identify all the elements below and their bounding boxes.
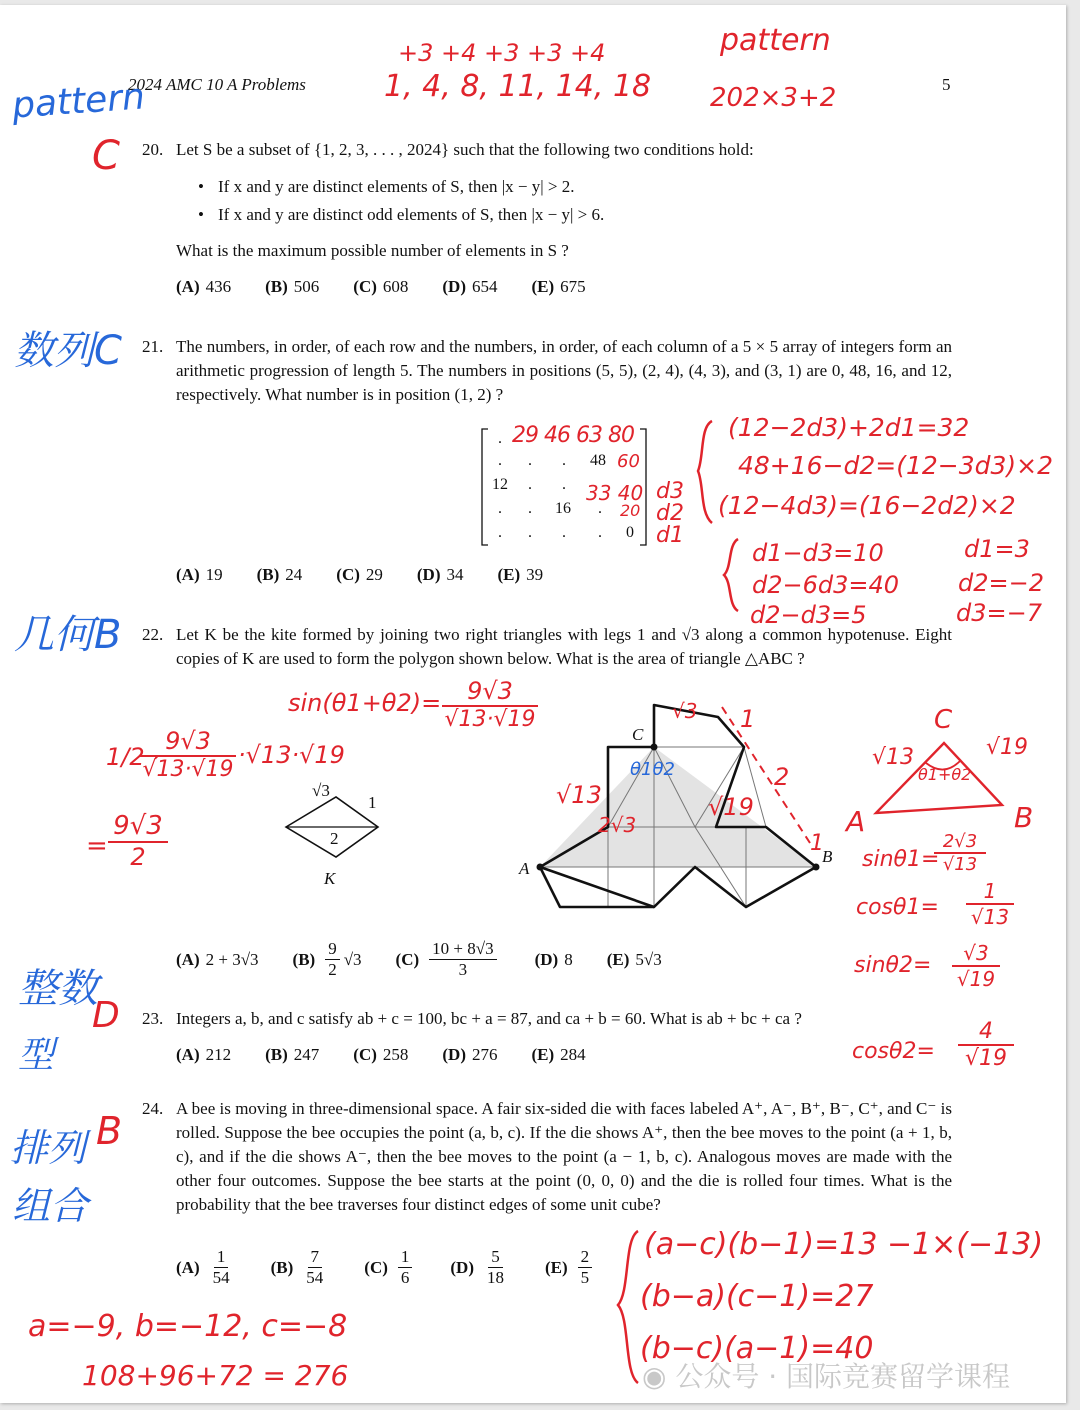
choice-c[interactable]: (C) 29: [336, 565, 383, 584]
annotation-tri-sqrt19: √19: [986, 735, 1029, 760]
choice-d[interactable]: (D) 8: [534, 949, 573, 969]
annotation-fig-sqrt13: √13: [556, 781, 602, 809]
annotation-dashed-line: [718, 705, 818, 845]
choice-b[interactable]: (B) 24: [256, 565, 303, 584]
figure-label-b: B: [822, 847, 833, 866]
matrix-dot: .: [528, 500, 532, 517]
annotation-pattern-left: pattern: [10, 76, 147, 127]
problem-20-bullet-1: If x and y are distinct elements of S, then |x − y| > 2.: [218, 177, 575, 196]
kite-label-2: 2: [330, 829, 339, 848]
choice-b[interactable]: (B) 247: [265, 1045, 320, 1064]
matrix-dot: .: [528, 452, 532, 469]
annotation-sin-sum-num: 9√3: [442, 677, 538, 707]
annotation-sin-theta2-frac: [952, 941, 1000, 991]
annotation-tri-sqrt13: √13: [872, 745, 915, 770]
matrix-dot: .: [562, 524, 566, 541]
annotation-sum23: 108+96+72 = 276: [82, 1359, 349, 1392]
matrix-dot: .: [528, 476, 532, 493]
matrix-dot: .: [562, 476, 566, 493]
annotation-fig-1a: 1: [740, 705, 756, 733]
annotation-tri-c: C: [934, 705, 953, 735]
choice-b[interactable]: (B) $\frac{7}{54}$: [270, 1247, 324, 1287]
annotation-sol21-1: d1=3: [964, 535, 1030, 563]
annotation-tag-24: 排列: [10, 1126, 87, 1170]
choice-b[interactable]: (B) $\frac{9}{2}$ √3: [292, 939, 362, 979]
problem-23-text: Integers a, b, and c satisfy ab + c = 100, bc + a = 87, and ca + b = 60. What is ab + bc + ca ?: [176, 1009, 802, 1028]
annotation-tag-24b: 组合: [12, 1184, 89, 1228]
annotation-frac-num: 2√3: [934, 831, 986, 854]
annotation-matrix-row1: 29 46 63 80: [512, 423, 634, 448]
annotation-tri-a: A: [846, 805, 866, 838]
problem-24-text: A bee is moving in three-dimensional space. A fair six-sided die with faces labeled A⁺, A⁻, B⁺, B⁻, C⁺, and C⁻ is rolled. Suppose the bee occupies the point (a, b, c). If the die shows A⁺, then the bee moves to the point (a + 1, b, c), and if the die shows A⁻, then the bee moves to the point (a − 1, b, c). Analogous moves are made with the other four outcomes. Suppose the bee starts at the point (0, 0, 0) and the die is rolled four times. What is the probability that the bee traverses four distinct edges of some unit cube?: [176, 1099, 952, 1214]
annotation-tag-22: 几何B: [14, 612, 122, 658]
choice-e[interactable]: (E) 675: [531, 277, 586, 296]
matrix-dot: .: [498, 430, 502, 447]
annotation-frac-den: √19: [956, 967, 996, 991]
figure-label-c: C: [632, 725, 644, 744]
annotation-sin-sum-den: √13·√19: [444, 707, 536, 732]
annotation-area-result: [108, 811, 168, 871]
problem-21-number: 21.: [142, 337, 164, 356]
annotation-sol21-2: d2=−2: [958, 569, 1044, 597]
annotation-sin-sum: sin(θ1+θ2)=: [288, 689, 442, 717]
annotation-brace: [718, 535, 748, 615]
choice-b[interactable]: (B) 506: [265, 277, 320, 296]
annotation-sin-theta2: sinθ2=: [854, 953, 932, 978]
annotation-formula: 202×3+2: [710, 83, 837, 113]
annotation-sys21-3: d2−d3=5: [750, 601, 867, 629]
matrix-entry-4-3: 16: [555, 500, 571, 517]
watermark-text: 公众号 · 国际竞赛留学课程: [675, 1360, 1011, 1393]
annotation-fig-sqrt3: √3: [672, 699, 698, 723]
annotation-matrix-r4: 20: [620, 501, 641, 520]
matrix-entry-2-4: 48: [590, 452, 606, 469]
problem-22-choices: [176, 939, 696, 980]
page-header-title: 2024 AMC 10 A Problems: [128, 75, 306, 94]
annotation-matrix-r3: 33 40: [586, 481, 644, 505]
choice-d[interactable]: (D) $\frac{5}{18}$: [450, 1247, 504, 1287]
choice-e[interactable]: (E) 39: [497, 565, 544, 584]
annotation-sys21-1: d1−d3=10: [752, 539, 884, 567]
annotation-area-half: 1/2 ·: [106, 743, 160, 771]
problem-20-choices: [176, 277, 620, 297]
annotation-sol21-3: d3=−7: [956, 599, 1042, 627]
annotation-cos-theta1: cosθ1=: [856, 895, 939, 920]
annotation-area-result-den: 2: [130, 843, 146, 871]
bullet-icon: •: [198, 177, 204, 196]
problem-20-question: What is the maximum possible number of elements in S ?: [176, 241, 569, 260]
matrix-dot: .: [498, 500, 502, 517]
annotation-sin-theta1-frac: [934, 831, 986, 875]
matrix-dot: .: [598, 500, 602, 517]
problem-21-text: The numbers, in order, of each row and the numbers, in order, of each column of a 5 × 5 array of integers form an arithmetic progression of length 5. The numbers in positions (5, 5), (2, 4), (4, 3), and (3, 1) are 0, 48, 16, and 12, respectively. What number is in position (1, 2) ?: [176, 337, 952, 404]
problem-21-choices: [176, 565, 577, 585]
choice-a[interactable]: (A) 212: [176, 1045, 232, 1064]
watermark: [642, 1355, 1010, 1395]
annotation-tag-21: 数列C: [14, 328, 122, 374]
choice-a[interactable]: (A) 436: [176, 277, 232, 296]
choice-e[interactable]: (E) $\frac{2}{5}$: [545, 1247, 596, 1288]
choice-d[interactable]: (D) 654: [442, 277, 498, 296]
annotation-fig-sqrt19: √19: [708, 793, 754, 821]
annotation-area-result-num: 9√3: [108, 811, 168, 843]
problem-20-text: Let S be a subset of {1, 2, 3, . . . , 2024} such that the following two conditions hold:: [176, 140, 754, 159]
annotation-d2: d2: [656, 501, 684, 526]
bullet-icon: •: [198, 205, 204, 224]
annotation-eq23-2: (b−a)(c−1)=27: [640, 1279, 874, 1314]
annotation-d1: d1: [656, 523, 684, 548]
matrix-entry-3-1: 12: [492, 476, 508, 493]
annotation-diffs: +3 +4 +3 +3 +4: [398, 39, 606, 67]
problem-23-choices: [176, 1045, 620, 1065]
annotation-eq21-1: (12−2d3)+2d1=32: [728, 413, 970, 442]
annotation-answer-20: C: [92, 133, 120, 179]
choice-e[interactable]: (E) 5√3: [606, 949, 662, 969]
annotation-frac-den: √19: [964, 1046, 1007, 1071]
annotation-area-tail: ·√13·√19: [238, 741, 345, 769]
matrix-dot: .: [498, 452, 502, 469]
choice-a[interactable]: (A) 2 + 3√3: [176, 949, 259, 969]
annotation-sin-theta1: sinθ1=: [862, 847, 940, 872]
annotation-frac-num: 1: [966, 879, 1014, 905]
annotation-sys21-2: d2−6d3=40: [752, 571, 900, 599]
annotation-eq21-2: 48+16−d2=(12−3d3)×2: [738, 451, 1054, 480]
annotation-frac-num: 4: [958, 1019, 1014, 1046]
problem-24-number: 24.: [142, 1099, 164, 1118]
annotation-cos-theta2-frac: [958, 1019, 1014, 1071]
annotation-tri-angle: θ1+θ2: [918, 765, 972, 784]
choice-d[interactable]: (D) 276: [442, 1045, 498, 1064]
annotation-cos-theta2: cosθ2=: [852, 1039, 935, 1064]
annotation-area-num: 9√3: [140, 727, 236, 757]
annotation-eq21-3: (12−4d3)=(16−2d2)×2: [718, 491, 1016, 520]
annotation-fig-theta: θ1θ2: [630, 759, 675, 780]
page-number: 5: [942, 75, 951, 94]
matrix-dot: .: [528, 524, 532, 541]
kite-label-k: K: [324, 869, 336, 888]
choice-a[interactable]: (A) $\frac{1}{54}$: [176, 1247, 230, 1287]
annotation-frac-num: √3: [952, 941, 1000, 967]
annotation-fig-2: 2: [774, 763, 790, 791]
annotation-fig-1b: 1: [810, 831, 824, 856]
annotation-frac-den: √13: [942, 854, 978, 875]
annotation-fig-2sqrt3: 2√3: [598, 813, 637, 837]
exam-page: [0, 5, 1066, 1403]
wechat-icon: ◉: [642, 1360, 667, 1393]
annotation-cos-theta1-frac: [966, 879, 1014, 929]
problem-22-text: Let K be the kite formed by joining two right triangles with legs 1 and √3 along a common hypotenuse. Eight copies of K are used to form the polygon shown below. What is the area of triangle △ABC ?: [176, 625, 952, 668]
annotation-sequence: 1, 4, 8, 11, 14, 18: [384, 69, 652, 104]
annotation-sol23: a=−9, b=−12, c=−8: [28, 1309, 348, 1344]
problem-20-bullet-2: If x and y are distinct odd elements of S, then |x − y| > 6.: [218, 205, 605, 224]
matrix-entry-5-5: 0: [626, 524, 634, 541]
annotation-answer-24: B: [96, 1109, 123, 1153]
choice-c[interactable]: (C) $\frac{1}{6}$: [364, 1247, 416, 1288]
annotation-tag-23: 整数: [18, 966, 98, 1012]
problem-20-number: 20.: [142, 140, 164, 159]
matrix-dot: .: [598, 524, 602, 541]
annotation-area-eq: =: [86, 831, 108, 861]
annotation-matrix-r2: 60: [617, 451, 640, 472]
annotation-answer-23: D: [92, 995, 120, 1036]
annotation-tag-23b: 型: [18, 1035, 55, 1076]
matrix-dot: .: [562, 452, 566, 469]
choice-e[interactable]: (E) 284: [531, 1045, 586, 1064]
problem-24-choices: [176, 1247, 630, 1288]
choice-d[interactable]: (D) 34: [416, 565, 464, 584]
annotation-area-den: √13·√19: [142, 757, 234, 782]
annotation-eq23-3: (b−c)(a−1)=40: [640, 1331, 874, 1366]
matrix-dot: .: [498, 524, 502, 541]
annotation-area-fraction: [140, 727, 236, 782]
annotation-d3: d3: [656, 479, 684, 504]
annotation-tri-b: B: [1014, 801, 1034, 834]
kite-label-1: 1: [368, 793, 377, 812]
choice-c[interactable]: (C) 258: [353, 1045, 409, 1064]
annotation-eq23-1: (a−c)(b−1)=13 −1×(−13): [644, 1227, 1044, 1262]
problem-22-number: 22.: [142, 625, 164, 644]
annotation-frac-den: √13: [970, 905, 1010, 929]
figure-label-a: A: [519, 859, 530, 878]
choice-c[interactable]: (C) 608: [353, 277, 409, 296]
choice-c[interactable]: (C) $\frac{10 + 8√3}{3}$: [396, 939, 501, 980]
kite-label-sqrt3: √3: [312, 781, 330, 800]
choice-a[interactable]: (A) 19: [176, 565, 223, 584]
annotation-pattern-right: pattern: [720, 23, 831, 58]
problem-23-number: 23.: [142, 1009, 164, 1028]
